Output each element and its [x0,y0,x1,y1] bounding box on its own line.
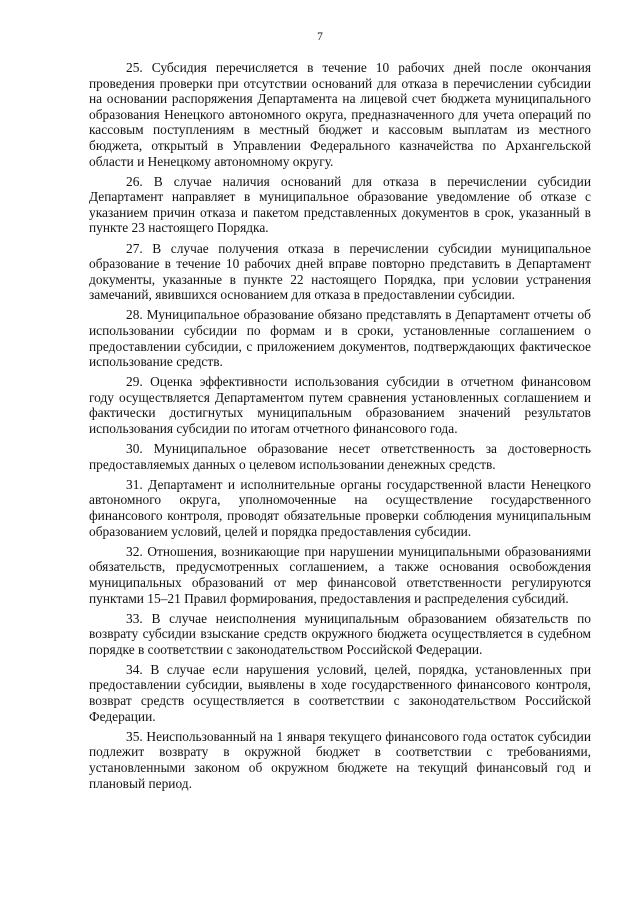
paragraph-25: 25. Субсидия перечисляется в течение 10 рабочих дней после окончания проведения проверки при отсутствии оснований для отказа в перечислении субсидии на основании распоряжения Департамента на лицевой счет бюджета муниципального образования Ненецкого автономного округа, предназначенного для учета операций по кассовым поступлениям в местный бюджет и кассовым выплатам из местного бюджета, открытый в Управлении Федерального казначейства по Архангельской области и Ненецкому автономному округу. [89,60,591,169]
paragraph-34: 34. В случае если нарушения условий, целей, порядка, установленных при предоставлении субсидии, выявлены в ходе государственного финансового контроля, возврат средств осуществляется в соответствии с законодательством Российской Федерации. [89,661,591,724]
paragraph-33: 33. В случае неисполнения муниципальным образованием обязательств по возврату субсидии взыскание средств окружного бюджета осуществляется в судебном порядке в соответствии с законодательством Российской Федерации. [89,610,591,657]
paragraph-27: 27. В случае получения отказа в перечислении субсидии муниципальное образование в течение 10 рабочих дней вправе повторно представить в Департамент документы, указанные в пункте 22 настоящего Порядка, при условии устранения замечаний, явившихся основанием для отказа в предоставлении субсидии. [89,240,591,303]
paragraph-30: 30. Муниципальное образование несет ответственность за достоверность предоставляемых данных о целевом использовании денежных средств. [89,441,591,472]
paragraph-35: 35. Неиспользованный на 1 января текущего финансового года остаток субсидии подлежит возврату в окружной бюджет в соответствии с требованиями, установленными законом об окружном бюджете на текущий финансовый год и плановый период. [89,728,591,791]
document-body [89,60,591,796]
paragraph-28: 28. Муниципальное образование обязано представлять в Департамент отчеты об использовании субсидии по формам и в сроки, установленные соглашением о предоставлении субсидии, с приложением документов, подтверждающих фактическое использование средств. [89,307,591,370]
paragraph-32: 32. Отношения, возникающие при нарушении муниципальными образованиями обязательств, предусмотренных соглашением, а также основания освобождения муниципальных образований от мер финансовой ответственности регулируются пунктами 15–21 Правил формирования, предоставления и распределения субсидий. [89,543,591,606]
paragraph-31: 31. Департамент и исполнительные органы государственной власти Ненецкого автономного округа, уполномоченные на осуществление государственного финансового контроля, проводят обязательные проверки соблюдения муниципальным образованием условий, целей и порядка предоставления субсидии. [89,476,591,539]
paragraph-29: 29. Оценка эффективности использования субсидии в отчетном финансовом году осуществляется Департаментом путем сравнения установленных соглашением и фактически достигнутых муниципальным образованием значений результатов использования субсидии по итогам отчетного финансового года. [89,374,591,437]
paragraph-26: 26. В случае наличия оснований для отказа в перечислении субсидии Департамент направляет в муниципальное образование уведомление об отказе с указанием причин отказа и пакетом представленных документов в срок, указанный в пункте 23 настоящего Порядка. [89,173,591,236]
page-number: 7 [317,31,323,43]
